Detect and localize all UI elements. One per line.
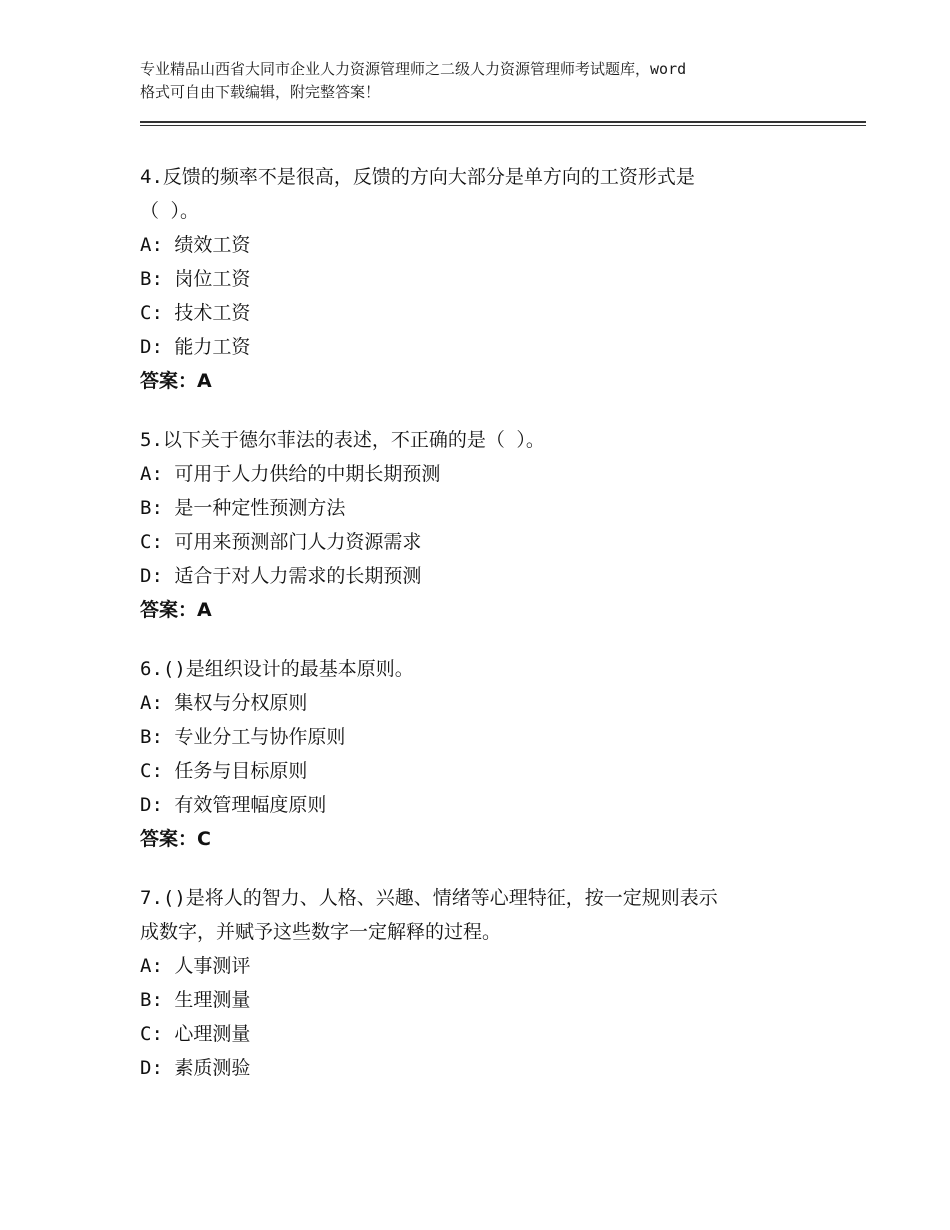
- question-text: 4.反馈的频率不是很高，反馈的方向大部分是单方向的工资形式是: [140, 166, 695, 188]
- option-c: C: 可用来预测部门人力资源需求: [140, 531, 422, 553]
- question-7: [140, 881, 820, 1085]
- option-a: A: 可用于人力供给的中期长期预测: [140, 463, 441, 485]
- option-c: C: 技术工资: [140, 302, 251, 324]
- document-header: [140, 58, 840, 104]
- option-d: D: 适合于对人力需求的长期预测: [140, 565, 422, 587]
- answer-label: 答案：C: [140, 828, 211, 850]
- header-line-2: 格式可自由下载编辑，附完整答案！: [140, 83, 381, 101]
- question-6: [140, 652, 820, 856]
- header-line-1: 专业精品山西省大同市企业人力资源管理师之二级人力资源管理师考试题库，word: [140, 60, 687, 78]
- answer-label: 答案：A: [140, 599, 212, 621]
- question-text: 成数字，并赋予这些数字一定解释的过程。: [140, 921, 502, 943]
- header-rule-bottom: [140, 125, 866, 126]
- answer-label: 答案：A: [140, 370, 212, 392]
- question-5: [140, 423, 820, 627]
- option-b: B: 是一种定性预测方法: [140, 497, 346, 519]
- option-b: B: 专业分工与协作原则: [140, 726, 346, 748]
- question-text: 7.()是将人的智力、人格、兴趣、情绪等心理特征，按一定规则表示: [140, 887, 718, 909]
- header-rule-top: [140, 121, 866, 123]
- option-b: B: 生理测量: [140, 989, 251, 1011]
- option-c: C: 心理测量: [140, 1023, 251, 1045]
- option-a: A: 集权与分权原则: [140, 692, 308, 714]
- question-4: [140, 160, 820, 398]
- option-a: A: 绩效工资: [140, 234, 251, 256]
- option-b: B: 岗位工资: [140, 268, 251, 290]
- option-c: C: 任务与目标原则: [140, 760, 308, 782]
- question-text: 6.()是组织设计的最基本原则。: [140, 658, 414, 680]
- option-d: D: 素质测验: [140, 1057, 251, 1079]
- option-d: D: 能力工资: [140, 336, 251, 358]
- question-list: [140, 160, 820, 1110]
- question-text: （ ）。: [140, 200, 199, 222]
- option-a: A: 人事测评: [140, 955, 251, 977]
- question-text: 5.以下关于德尔菲法的表述，不正确的是（ ）。: [140, 429, 545, 451]
- option-d: D: 有效管理幅度原则: [140, 794, 327, 816]
